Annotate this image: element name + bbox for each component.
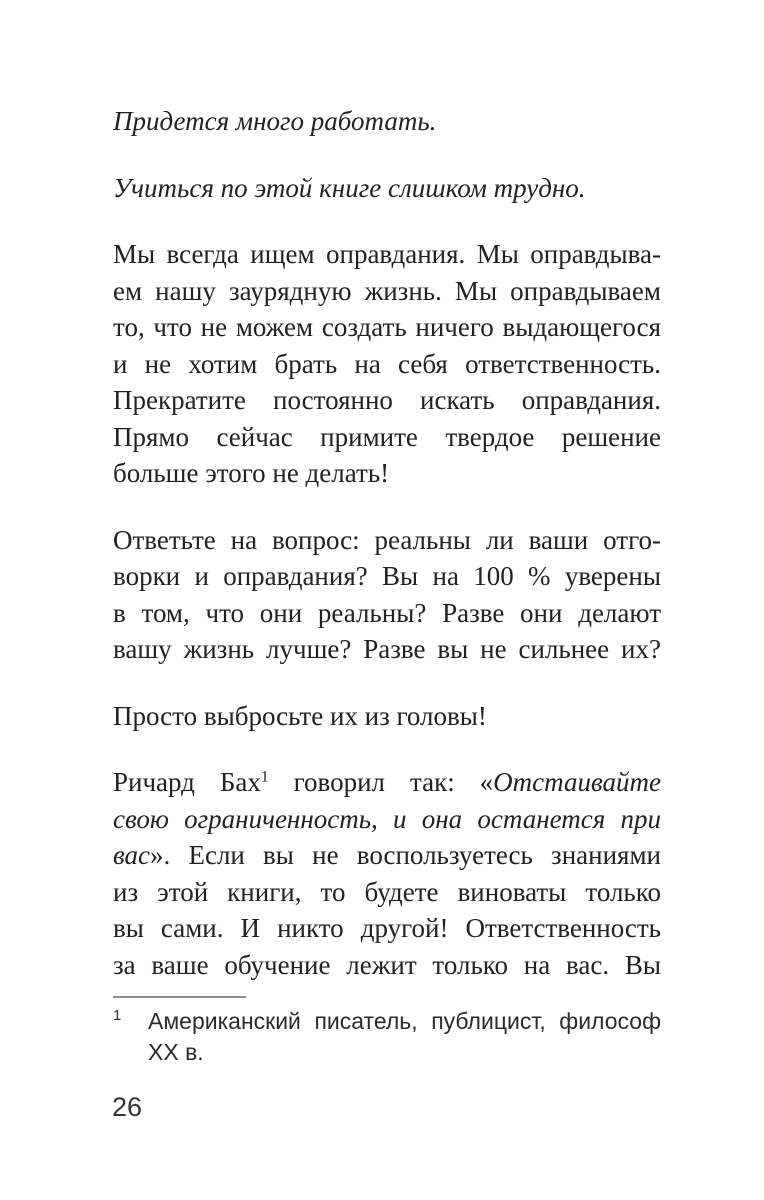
text-line (113, 419, 661, 456)
text-line (113, 558, 661, 595)
footnote-text (148, 1006, 661, 1068)
page-number: 26 (112, 1092, 143, 1122)
text-line (113, 698, 661, 735)
text-segment: из этой книги, то будете виноваты только (113, 876, 661, 907)
text-line (113, 910, 661, 947)
text-segment: в том, что они реальны? Разве они делают (113, 597, 661, 628)
text-segment: вас (113, 840, 151, 870)
text-segment: свою ограниченность, и она останется при (113, 803, 661, 834)
text-line (113, 522, 661, 559)
text-line (113, 455, 661, 492)
text-segment: больше этого не делать! (113, 458, 390, 488)
text-segment: Мы всегда ищем оправдания. Мы оправдыва- (113, 239, 661, 269)
text-segment: XX в. (148, 1039, 204, 1065)
text-segment: Прекратите постоянно искать оправдания. (113, 385, 661, 415)
text-segment: вы сами. И никто другой! Ответственность (113, 913, 661, 943)
text-segment: ем нашу заурядную жизнь. Мы оправдываем (113, 275, 661, 306)
text-segment: Ричард Бах (113, 767, 261, 797)
text-line (113, 382, 661, 419)
text-line (113, 309, 661, 346)
text-segment: за ваше обучение лежит только на вас. Вы (113, 949, 661, 980)
para-throw-away (113, 698, 661, 735)
text-segment: вашу жизнь лучше? Разве вы не сильнее их? (113, 634, 661, 664)
text-line (113, 236, 661, 273)
epigraph-line-1 (113, 103, 661, 140)
para-richard-bach (113, 764, 661, 983)
text-segment: говорил так: « (268, 767, 494, 797)
text-line (113, 764, 661, 801)
text-line (113, 631, 661, 668)
text-line (113, 947, 661, 984)
text-segment: Придется много работать. (113, 106, 437, 136)
text-segment: Ответьте на вопрос: реальны ли ваши отго- (113, 524, 661, 555)
text-line (148, 1006, 661, 1037)
para-question (113, 522, 661, 668)
footnote-divider (113, 996, 246, 998)
text-line (113, 170, 661, 207)
text-line (113, 874, 661, 911)
text-segment: и не хотим брать на себя ответственность. (113, 348, 661, 379)
text-segment: ворки и оправдания? Вы на 100 % уверены (113, 561, 661, 591)
footnote (113, 1006, 661, 1068)
text-segment: ». Если вы не воспользуетесь знаниями (150, 840, 661, 870)
text-line (148, 1037, 661, 1068)
text-line (113, 801, 661, 838)
epigraph-line-2 (113, 170, 661, 207)
text-segment: Просто выбросьте их из головы! (113, 700, 487, 731)
text-segment: Прямо сейчас примите твердое решение (113, 421, 661, 452)
text-segment: то, что не можем создать ничего выдающегося (113, 312, 661, 342)
text-line (113, 346, 661, 383)
text-line (113, 273, 661, 310)
text-block (113, 103, 661, 983)
text-segment: Американский писатель, публицист, философ (148, 1008, 661, 1034)
footnote-reference: 1 (260, 768, 269, 786)
text-line (113, 837, 661, 874)
text-segment: Отстаивайте (493, 767, 661, 797)
text-line (113, 103, 661, 140)
text-segment: Учиться по этой книге слишком трудно. (113, 172, 586, 203)
footnote-marker: 1 (113, 1007, 122, 1024)
text-line (113, 595, 661, 632)
para-excuses (113, 236, 661, 492)
